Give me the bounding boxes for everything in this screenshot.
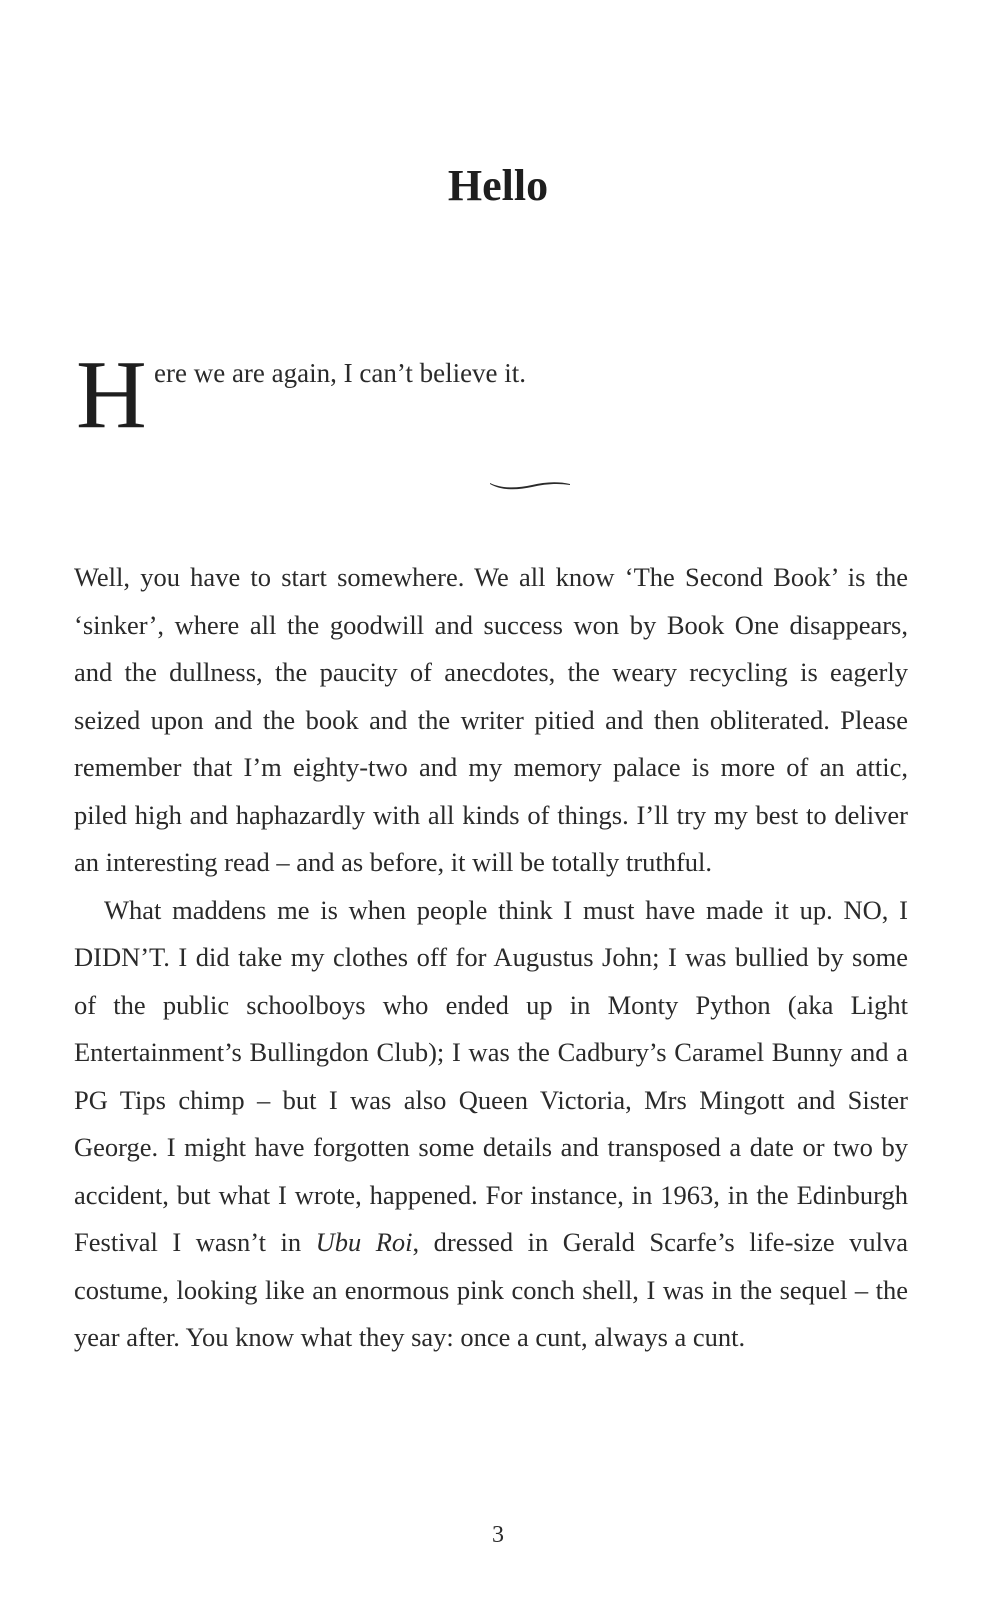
opening-line [76, 341, 906, 449]
swash-ornament-icon [488, 478, 572, 492]
paragraph-2-start: What maddens me is when people think I must have made it up. NO, I DIDN’T. I did take my clothes off for Augustus John; I was bullied by some of the public schoolboys who ended up in Monty Python (aka Light Entertainment’s Bullingdon Club); I was the Cadbury’s Caramel Bunny and a PG Tips chimp – but I was also Queen Victoria, Mrs Mingott and Sister George. I might have forgotten some details and transposed a date or two by accident, but what I wrote, happened. For instance, in 1963, in the Edinburgh Festival I wasn’t in [74, 894, 908, 1257]
play-title-italic: Ubu Roi [315, 1227, 413, 1257]
opening-text: ere we are again, I can’t believe it. [154, 358, 527, 388]
paragraph-2-end: , dressed in Gerald Scarfe’s life-size vulva costume, looking like an enormous pink conch shell, I was in the sequel – the year after. You know what they say: once a cunt, always a cunt. [74, 1227, 908, 1352]
paragraph-1: Well, you have to start somewhere. We all know ‘The Second Book’ is the ‘sinker’, where all the goodwill and success won by Book One disappears, and the dullness, the paucity of anecdotes, the weary recycling is eagerly seized upon and the book and the writer pitied and then obliterated. Please remember that I’m eighty-two and my memory palace is more of an attic, piled high and haphazardly with all kinds of things. I’ll try my best to deliver an interesting read – and as before, it will be totally truthful. [74, 562, 908, 877]
drop-cap: H [76, 341, 147, 449]
body-text [74, 554, 908, 1362]
page-number: 3 [492, 1522, 504, 1548]
chapter-title: Hello [447, 161, 549, 210]
paragraph-2 [74, 887, 908, 1362]
